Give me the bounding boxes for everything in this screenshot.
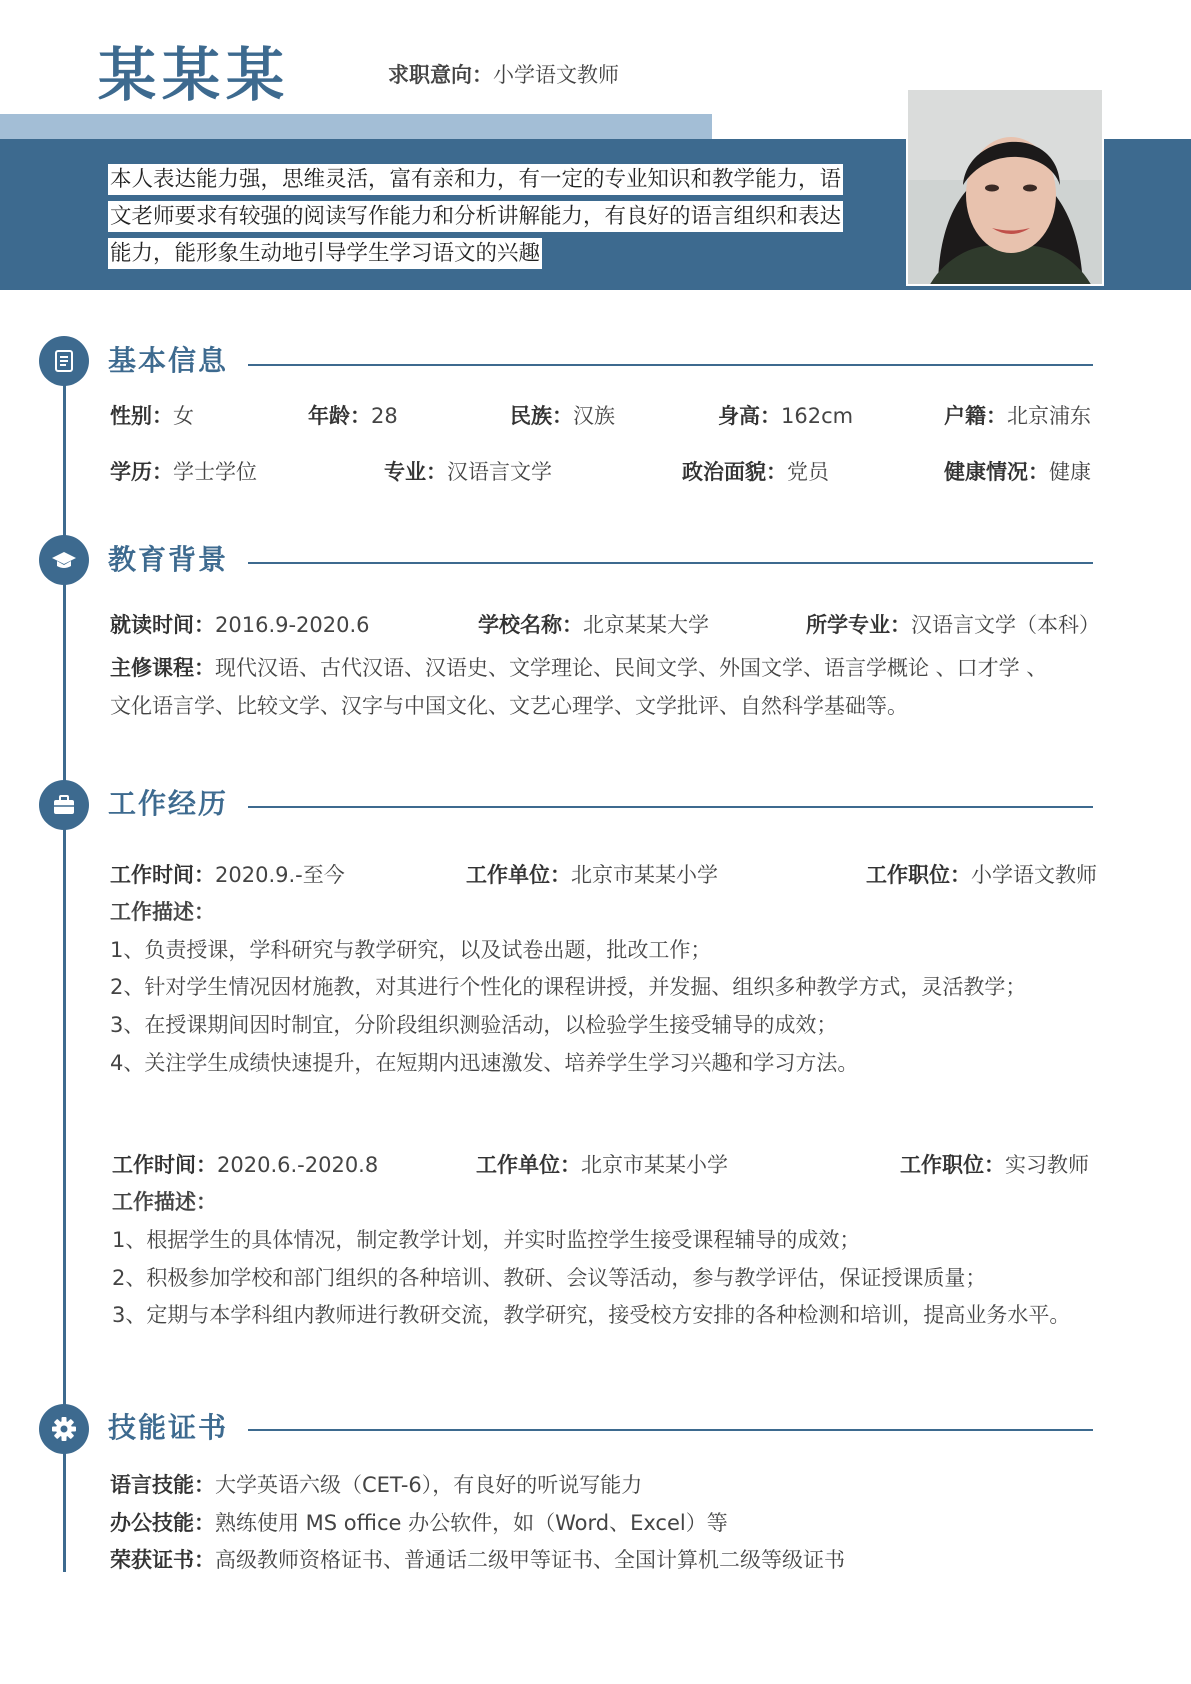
job-intent-value: 小学语文教师 [493, 63, 619, 87]
field-health: 健康情况：健康 [944, 460, 1091, 484]
field-height: 身高：162cm [718, 404, 854, 428]
edu-courses-line2: 文化语言学、比较文学、汉字与中国文化、文艺心理学、文学批评、自然科学基础等。 [110, 694, 908, 718]
candidate-name: 某某某 [98, 41, 291, 109]
field-hometown: 户籍：北京浦东 [944, 404, 1091, 428]
section-divider-basic [248, 364, 1093, 366]
header-band-light [0, 114, 712, 139]
section-divider-education [248, 562, 1093, 564]
skill-office: 办公技能：熟练使用 MS office 办公软件，如（Word、Excel）等 [110, 1511, 728, 1535]
job1-time: 工作时间：2020.9.-至今 [110, 863, 345, 887]
address-book-icon [39, 336, 89, 386]
timeline-line [63, 350, 66, 1572]
job1-item: 2、针对学生情况因材施教，对其进行个性化的课程讲授，并发掘、组织多种教学方式，灵活教学； [110, 975, 1027, 999]
job-intent-label: 求职意向： [388, 63, 493, 87]
field-gender: 性别：女 [110, 404, 194, 428]
field-political-status: 政治面貌：党员 [682, 460, 829, 484]
edu-school: 学校名称：北京某某大学 [478, 613, 709, 637]
section-divider-work [248, 806, 1093, 808]
job1-item: 1、负责授课，学科研究与教学研究，以及试卷出题，批改工作； [110, 938, 712, 962]
portrait-image [908, 90, 1104, 286]
gear-icon [39, 1404, 89, 1454]
briefcase-icon [39, 780, 89, 830]
field-ethnicity: 民族：汉族 [510, 404, 615, 428]
job-intent [388, 60, 619, 90]
field-degree: 学历：学士学位 [110, 460, 257, 484]
skill-language: 语言技能：大学英语六级（CET-6），有良好的听说写能力 [110, 1473, 643, 1497]
section-title-skills: 技能证书 [108, 1411, 229, 1444]
job2-desc-label: 工作描述： [112, 1190, 217, 1214]
field-major: 专业：汉语言文学 [384, 460, 552, 484]
job1-item: 3、在授课期间因时制宜，分阶段组织测验活动，以检验学生接受辅导的成效； [110, 1013, 838, 1037]
job2-position: 工作职位：实习教师 [900, 1153, 1089, 1177]
profile-photo [906, 88, 1104, 286]
skill-certificates: 荣获证书：高级教师资格证书、普通话二级甲等证书、全国计算机二级等级证书 [110, 1548, 845, 1572]
job2-item: 3、定期与本学科组内教师进行教研交流，教学研究，接受校方安排的各种检测和培训，提高业务水平。 [112, 1303, 1071, 1327]
edu-major: 所学专业：汉语言文学（本科） [806, 613, 1100, 637]
graduation-cap-icon [39, 535, 89, 585]
job2-time: 工作时间：2020.6.-2020.8 [112, 1153, 379, 1177]
job1-position: 工作职位：小学语文教师 [866, 863, 1097, 887]
section-title-education: 教育背景 [108, 543, 229, 576]
self-summary [108, 161, 860, 272]
edu-courses-line1: 主修课程：现代汉语、古代汉语、汉语史、文学理论、民间文学、外国文学、语言学概论 、口才学 、 [110, 656, 1048, 680]
job1-item: 4、关注学生成绩快速提升，在短期内迅速激发、培养学生学习兴趣和学习方法。 [110, 1051, 859, 1075]
field-age: 年龄：28 [308, 404, 398, 428]
section-title-work: 工作经历 [108, 787, 229, 820]
job2-item: 2、积极参加学校和部门组织的各种培训、教研、会议等活动，参与教学评估，保证授课质量； [112, 1266, 987, 1290]
job1-unit: 工作单位：北京市某某小学 [466, 863, 718, 887]
section-title-basic: 基本信息 [108, 344, 229, 377]
job2-unit: 工作单位：北京市某某小学 [476, 1153, 728, 1177]
self-summary-text: 本人表达能力强，思维灵活，富有亲和力，有一定的专业知识和教学能力，语文老师要求有较强的阅读写作能力和分析讲解能力，有良好的语言组织和表达能力，能形象生动地引导学生学习语文的兴趣 [108, 164, 843, 269]
job2-item: 1、根据学生的具体情况，制定教学计划，并实时监控学生接受课程辅导的成效； [112, 1228, 861, 1252]
section-divider-skills [248, 1429, 1093, 1431]
job1-desc-label: 工作描述： [110, 900, 215, 924]
edu-time: 就读时间：2016.9-2020.6 [110, 613, 370, 637]
